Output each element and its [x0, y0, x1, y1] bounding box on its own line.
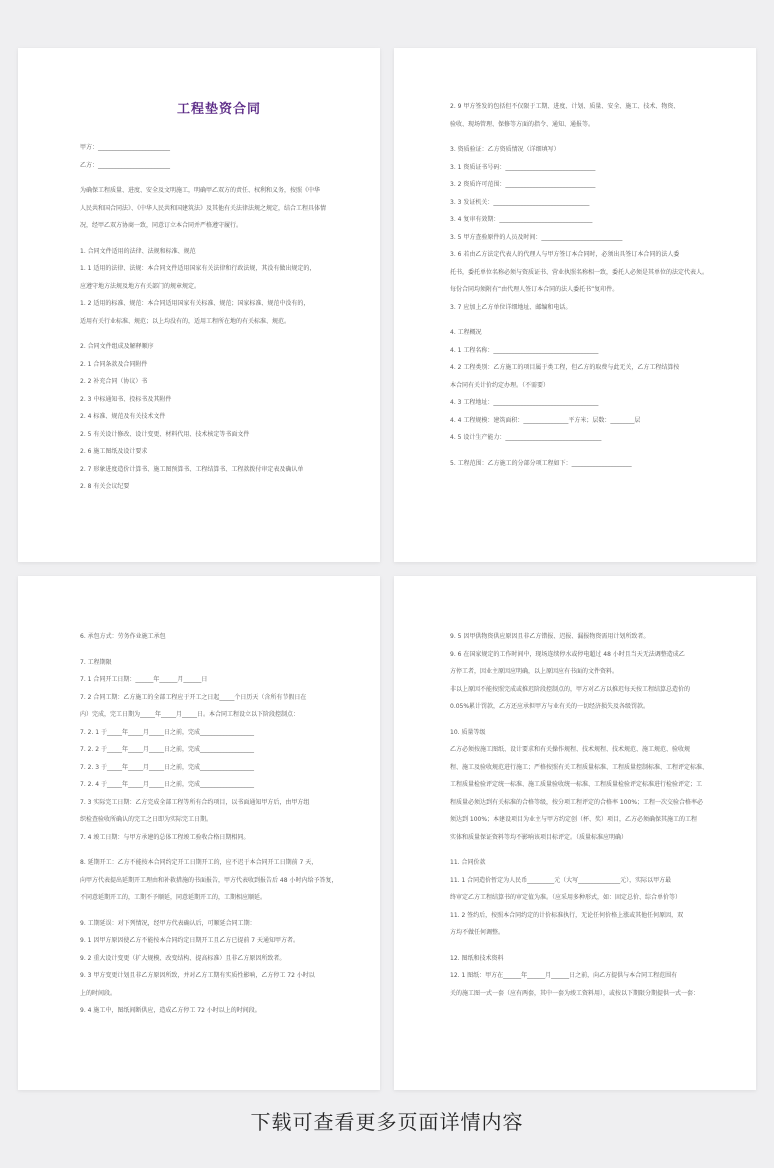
contract-line: 甲方：________________________: [80, 144, 171, 151]
document-page-1: [18, 48, 380, 562]
contract-line: 9. 5 因甲供物资供应原因且非乙方错报、迟报、漏报物资需用计划所致者。: [450, 633, 650, 640]
contract-line: 2. 合同文件组成及解释顺序: [80, 343, 154, 350]
contract-line: 7. 1 合同开工日期：______年______月______日: [80, 676, 208, 683]
contract-line: 终审定乙方工程结算书的审定值为准。（应采用多种形式，如：固定总价、综合单价等）: [450, 894, 682, 901]
contract-line: 验收、现场管理、保修等方面的指令、通知、通报等。: [450, 120, 595, 128]
contract-line: 11. 合同价款: [450, 859, 486, 866]
contract-line: 4. 2 工程类别：乙方施工的项目属于类工程，但乙方的取费与此无关，乙方工程结算按: [450, 364, 680, 371]
contract-line: 3. 4 复审有效期：_______________________________: [450, 216, 593, 223]
contract-line: 9. 工期延误：对下列情况，经甲方代表确认后，可顺延合同工期：: [80, 919, 256, 927]
contract-line: 4. 5 设计生产能力：________________________________: [450, 434, 602, 441]
contract-line: 12. 1 图纸：甲方在______年______月______日之前，向乙方提供与本合同工程范围有: [450, 972, 678, 979]
contract-line: 7. 2. 3 于_____年_____月_____日之前，完成__________________: [80, 763, 254, 771]
contract-line: 2. 2 补充合同（协议）书: [80, 378, 148, 385]
contract-line: 7. 2. 2 于_____年_____月_____日之前，完成__________________: [80, 746, 254, 753]
contract-line: 关的施工图一式一套（应有两套，其中一套为竣工资料用），或按以下期限分期提供一式一套：: [450, 989, 700, 997]
paragraph-gap: [80, 907, 358, 915]
contract-line: 4. 1 工程名称：___________________________________: [450, 346, 599, 354]
document-page-2: [394, 48, 756, 562]
contract-line: 9. 2 重大设计变更（扩大规模、改变结构、提高标准）且非乙方原因所致者。: [80, 954, 286, 962]
contract-line: 10. 质量等级: [450, 728, 486, 736]
contract-line: 方均不做任何调整。: [450, 929, 505, 936]
contract-line: 12. 图纸和技术资料: [450, 954, 504, 962]
contract-line: 11. 1 合同造价暂定为人民币_________元（大写______________元），实际以甲方最: [450, 876, 672, 884]
contract-line: 4. 工程概况: [450, 329, 482, 336]
contract-line: 实体和质量保证资料等均不影响该项目标评定。（质量标准应明确）: [450, 833, 628, 841]
contract-line: 5. 工程范围：乙方施工的分部分项工程如下：____________________: [450, 459, 632, 467]
contract-line: 2. 9 甲方签发的包括但不仅限于工期、进度、计划、质量、安全、施工、技术、物资、: [450, 103, 680, 110]
download-more-link[interactable]: 下载可查看更多页面详情内容: [250, 1110, 524, 1134]
paragraph-gap: [80, 846, 358, 854]
contract-title: 工程垫资合同: [176, 102, 261, 117]
contract-line: 7. 工程期限: [80, 658, 112, 666]
contract-line: 2. 5 有关设计修改、设计变更、材料代用、技术核定等书面文件: [80, 430, 250, 438]
contract-line: 6. 承包方式：劳务作业施工承包: [80, 633, 166, 640]
contract-line: 9. 6 在国家规定的工作时间中，现场连续停水或停电超过 48 小时且当天无法调整造成乙: [450, 650, 685, 658]
contract-line: 1. 2 适用的标准、规范：本合同适用国家有关标准、规范；国家标准、规范中没有的，: [80, 300, 310, 307]
paragraph-gap: [450, 942, 736, 950]
contract-line: 适用有关行业标准、规范；以上均没有的，适用工程所在地的有关标准、规范。: [80, 317, 291, 325]
paragraph-gap: [450, 133, 736, 141]
contract-line: 况，经甲乙双方协商一致，同意订立本合同并严格遵守履行。: [80, 222, 243, 229]
contract-line: 3. 6 若由乙方法定代表人的代理人与甲方签订本合同时，必须出具签订本合同的法人委: [450, 251, 680, 258]
contract-line: 托书，委托单位名称必须与资质证书、营业执照名称相一致，委托人必须是其单位的法定代表人。: [450, 268, 709, 276]
paragraph-gap: [80, 646, 358, 654]
contract-line: 不同意延期开工的，工期不予顺延，同意延期开工的，工期相应顺延。: [80, 894, 267, 901]
contract-line: 3. 5 甲方查验原件的人员及时间：___________________________: [450, 233, 623, 241]
contract-line: 为确保工程质量、进度、安全及文明施工，明确甲乙双方的责任、权利和义务，按照《中华: [80, 187, 321, 194]
contract-line: 须达到 100%；本建设项目为业主与甲方约定创（杯、奖）项目，乙方必须确保其施工的工程: [450, 816, 698, 823]
contract-line: 上的时间段。: [80, 989, 117, 997]
contract-line: 11. 2 签约后，按照本合同约定的计价标准执行，无论任何价格上涨或其他任何原因，双: [450, 911, 684, 919]
contract-line: 非以上原因不能按照完成或推迟阶段控制点的，甲方对乙方以推迟每天按工程结算总造价的: [450, 685, 691, 693]
contract-line: 2. 7 形象进度造价计算书、施工图预算书、工程结算书、工程款拨付审定表及确认单: [80, 465, 304, 473]
paragraph-gap: [450, 316, 736, 324]
document-page-4: [394, 576, 756, 1090]
contract-line: 2. 1 合同条款及合同附件: [80, 360, 148, 368]
contract-line: 向甲方代表提出延期开工理由和补救措施的书面报告，甲方代表收到报告后 48 小时内给予答复，: [80, 876, 338, 884]
contract-line: 4. 3 工程地址：___________________________________: [450, 399, 599, 406]
contract-line: 3. 资质验证：乙方资质情况（详细填写）: [450, 146, 560, 153]
contract-line: 3. 7 应加上乙方单位详细地址、邮编和电话。: [450, 303, 572, 311]
paragraph-gap: [450, 447, 736, 455]
page-4-body: [450, 628, 736, 1002]
contract-line: 2. 8 有关会议纪要: [80, 483, 130, 490]
contract-line: 每份合同均须附有“由代理人签订本合同的法人委托书”复印件。: [450, 286, 619, 293]
contract-line: 9. 1 因甲方原因使乙方不能按本合同约定日期开工且乙方已提前 7 天通知甲方者。: [80, 937, 299, 944]
contract-line: 织检查验收所确认的完工之日即为实际完工日期。: [80, 816, 213, 823]
contract-line: 7. 4 竣工日期：与甲方承建的总体工程竣工验收合格日期相同。: [80, 833, 250, 841]
page-2-body: [450, 98, 736, 472]
document-page-3: [18, 576, 380, 1090]
contract-line: 应遵守地方法规及地方有关部门的规章规定。: [80, 282, 201, 290]
contract-line: 1. 合同文件适用的法律、法规和标准、规范: [80, 247, 196, 255]
contract-line: 方停工者，因业主原因应明确，以上原因应有书面的文件资料。: [450, 668, 619, 675]
contract-line: 4. 4 工程规模：建筑面积：_______________平方米；层数：________层: [450, 416, 641, 424]
contract-line: 9. 3 甲方变更计划且非乙方原因所致，并对乙方工期有实质性影响，乙方停工 72 小时以: [80, 972, 315, 979]
contract-line: 9. 4 施工中，图纸间断供应，造成乙方停工 72 小时以上的时间段。: [80, 1007, 261, 1014]
contract-line: 乙方必须按施工图纸、设计要求和有关操作规程、技术规程、技术规范、施工规范、验收规: [450, 746, 691, 753]
page-3-body: [80, 628, 358, 1020]
paragraph-gap: [80, 330, 358, 338]
contract-line: 3. 2 资质许可范围：______________________________: [450, 181, 596, 188]
contract-line: 0.05%累计罚款，乙方还应承担甲方与业有关的一切经济损失及各级罚款。: [450, 703, 650, 710]
paragraph-gap: [450, 846, 736, 854]
contract-line: 7. 2. 4 于_____年_____月_____日之前，完成__________________: [80, 781, 254, 788]
paragraph-gap: [80, 174, 358, 182]
page-1-body: [80, 139, 358, 496]
contract-line: 程质量必须达到有关标准的合格等级，按分项工程评定的合格率 100%；工程一次交验合格率必: [450, 798, 704, 806]
contract-line: 1. 1 适用的法律、法规：本合同文件适用国家有关法律和行政法规，其没有做出规定的，: [80, 265, 316, 272]
contract-line: 内）完成，完工日期为_____年_____月_____日。本合同工程设立以下阶段控制点：: [80, 711, 300, 718]
contract-line: 程、施工及验收规范进行施工；严格按照有关工程质量标准、工程质量控制标准、工程评定标准、: [450, 763, 709, 771]
contract-line: 本合同有关计价约定办理。（不需要）: [450, 381, 550, 389]
paragraph-gap: [450, 716, 736, 724]
contract-line: 乙方：________________________: [80, 161, 171, 169]
paragraph-gap: [80, 235, 358, 243]
contract-line: 8. 延期开工：乙方不能按本合同约定开工日期开工的，应不迟于本合同开工日期前 7 天，: [80, 859, 318, 866]
contract-line: 人民共和国合同法》、《中华人民共和国建筑法》及其他有关法律法规之规定，结合工程具体情: [80, 204, 327, 212]
contract-line: 工程质量检验评定统一标准、施工质量验收统一标准、工程质量检验评定标准进行检验评定；工: [450, 781, 703, 788]
contract-line: 2. 4 标准、规范及有关技术文件: [80, 413, 166, 420]
contract-line: 7. 2. 1 于_____年_____月_____日之前，完成__________________: [80, 728, 254, 736]
contract-line: 3. 1 资质证书号码：______________________________: [450, 163, 596, 171]
contract-line: 7. 3 实际完工日期：乙方完成全部工程等所有合约项目，以书面通知甲方后，由甲方组: [80, 798, 310, 806]
contract-line: 2. 3 中标通知书、投标书及其附件: [80, 395, 172, 403]
contract-line: 3. 3 发证机关：________________________________: [450, 198, 590, 206]
contract-line: 2. 6 施工图纸及设计要求: [80, 448, 148, 455]
contract-line: 7. 2 合同工期：乙方施工的全部工程应于开工之日起_____个日历天（含所有节假日在: [80, 693, 307, 701]
